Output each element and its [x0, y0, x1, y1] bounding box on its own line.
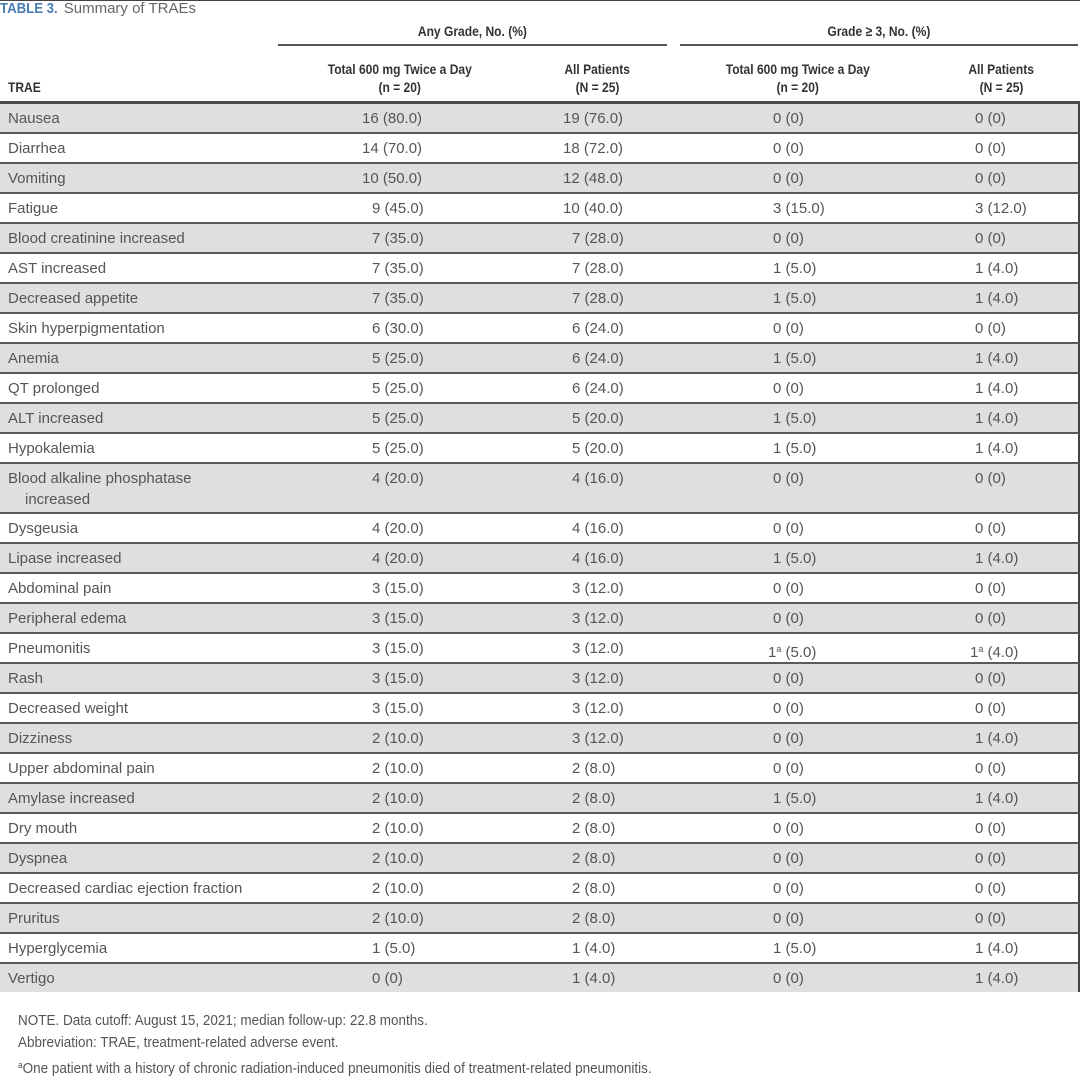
trae-name: Amylase increased [8, 790, 135, 807]
any-600-value: 1 (5.0) [372, 940, 416, 957]
table-row [0, 664, 1080, 694]
trae-name: Hypokalemia [8, 440, 95, 457]
header-col-g3-all: All Patients (N = 25) [968, 61, 1034, 95]
table-row [0, 164, 1080, 194]
table-row [0, 374, 1080, 404]
table-row [0, 964, 1080, 992]
g3-600-value: 0 (0) [773, 700, 804, 717]
any-all-value: 3 (12.0) [572, 610, 624, 627]
table-row [0, 934, 1080, 964]
any-all-value: 7 (28.0) [572, 260, 624, 277]
trae-name: Pruritus [8, 910, 60, 927]
header-group-grade3: Grade ≥ 3, No. (%) [827, 23, 931, 39]
g3-600-value: 1 (5.0) [773, 440, 817, 457]
table-row [0, 404, 1080, 434]
g3-600-value: 0 (0) [773, 380, 804, 397]
g3-600-value: 0 (0) [773, 520, 804, 537]
table-row [0, 904, 1080, 934]
trae-name: Hyperglycemia [8, 940, 108, 957]
any-600-value: 9 (45.0) [372, 200, 424, 217]
trae-name: Rash [8, 670, 44, 687]
g3-600-value: 1 (5.0) [773, 350, 817, 367]
g3-all-value: 1 (4.0) [975, 970, 1019, 987]
any-all-value: 3 (12.0) [572, 640, 624, 657]
footnote-marker: a [18, 1060, 23, 1070]
trae-name: Abdominal pain [8, 580, 112, 597]
g3-600-value: 0 (0) [773, 580, 804, 597]
any-all-value: 19 (76.0) [563, 110, 624, 127]
any-600-value: 10 (50.0) [362, 170, 423, 187]
g3-all-value: 1 (4.0) [975, 790, 1019, 807]
any-600-value: 3 (15.0) [372, 580, 424, 597]
g3-all-value: 1 (4.0) [975, 260, 1019, 277]
any-600-value: 7 (35.0) [372, 260, 424, 277]
table-caption [0, 0, 196, 18]
g3-all-value: 0 (0) [975, 850, 1006, 867]
any-600-value: 5 (25.0) [372, 350, 424, 367]
g3-600-value: 1 (5.0) [773, 260, 817, 277]
trae-name: Pneumonitis [8, 640, 91, 657]
table-row [0, 224, 1080, 254]
trae-name-continuation: increased [25, 491, 91, 508]
g3-all-value: 1 (4.0) [975, 550, 1019, 567]
any-all-value: 10 (40.0) [563, 200, 624, 217]
table-row [0, 754, 1080, 784]
g3-all-value: 0 (0) [975, 880, 1006, 897]
g3-600-value: 1$^a$ (5.0) [768, 644, 817, 661]
any-all-value: 2 (8.0) [572, 790, 616, 807]
g3-all-value: 0 (0) [975, 910, 1006, 927]
any-all-value: 18 (72.0) [563, 140, 624, 157]
g3-all-value: 0 (0) [975, 520, 1006, 537]
note-data-cutoff: NOTE. Data cutoff: August 15, 2021; median follow-up: 22.8 months. [18, 1013, 428, 1029]
g3-600-value: 0 (0) [773, 610, 804, 627]
g3-600-value: 0 (0) [773, 670, 804, 687]
any-600-value: 0 (0) [372, 970, 403, 987]
table-title: Summary of TRAEs [63, 0, 196, 17]
g3-all-value: 0 (0) [975, 820, 1006, 837]
any-all-value: 4 (16.0) [572, 520, 624, 537]
table-notes [18, 1010, 699, 1080]
table-row [0, 694, 1080, 724]
trae-name: Diarrhea [8, 140, 66, 157]
any-600-value: 2 (10.0) [372, 850, 424, 867]
any-600-value: 3 (15.0) [372, 640, 424, 657]
table-row [0, 604, 1080, 634]
table-row [0, 874, 1080, 904]
g3-600-value: 0 (0) [773, 230, 804, 247]
table-row [0, 134, 1080, 164]
trae-name: Skin hyperpigmentation [8, 320, 165, 337]
header-group-any-grade: Any Grade, No. (%) [417, 23, 528, 39]
any-600-value: 14 (70.0) [362, 140, 423, 157]
any-all-value: 6 (24.0) [572, 380, 624, 397]
any-600-value: 4 (20.0) [372, 470, 424, 487]
table-row [0, 194, 1080, 224]
trae-name: Blood creatinine increased [8, 230, 185, 247]
g3-all-value: 0 (0) [975, 230, 1006, 247]
g3-600-value: 0 (0) [773, 760, 804, 777]
g3-600-value: 0 (0) [773, 910, 804, 927]
g3-all-value: 0 (0) [975, 700, 1006, 717]
g3-600-value: 1 (5.0) [773, 790, 817, 807]
trae-name: Lipase increased [8, 550, 122, 567]
table-row [0, 724, 1080, 754]
any-600-value: 2 (10.0) [372, 910, 424, 927]
any-600-value: 2 (10.0) [372, 820, 424, 837]
trae-name: Anemia [8, 350, 59, 367]
any-all-value: 1 (4.0) [572, 940, 616, 957]
footnote-marker: a [978, 644, 984, 654]
g3-600-value: 0 (0) [773, 880, 804, 897]
any-600-value: 2 (10.0) [372, 730, 424, 747]
any-600-value: 5 (25.0) [372, 410, 424, 427]
trae-name: Dysgeusia [8, 520, 79, 537]
g3-all-value: 1 (4.0) [975, 440, 1019, 457]
g3-600-value: 1 (5.0) [773, 940, 817, 957]
g3-all-value: 1 (4.0) [975, 410, 1019, 427]
any-all-value: 2 (8.0) [572, 760, 616, 777]
g3-600-value: 1 (5.0) [773, 410, 817, 427]
any-all-value: 6 (24.0) [572, 350, 624, 367]
any-all-value: 2 (8.0) [572, 820, 616, 837]
table-row [0, 254, 1080, 284]
any-all-value: 7 (28.0) [572, 290, 624, 307]
trae-name: AST increased [8, 260, 107, 277]
any-all-value: 4 (16.0) [572, 470, 624, 487]
table-row [0, 634, 1080, 664]
g3-all-value: 0 (0) [975, 320, 1006, 337]
any-all-value: 2 (8.0) [572, 910, 616, 927]
g3-all-value: 1 (4.0) [975, 350, 1019, 367]
g3-600-value: 0 (0) [773, 110, 804, 127]
g3-all-value: 0 (0) [975, 110, 1006, 127]
table-row [0, 544, 1080, 574]
any-600-value: 7 (35.0) [372, 230, 424, 247]
header-trae: TRAE [8, 79, 41, 95]
any-all-value: 1 (4.0) [572, 970, 616, 987]
any-600-value: 3 (15.0) [372, 610, 424, 627]
g3-600-value: 0 (0) [773, 850, 804, 867]
note-footnote: $^a$One patient with a history of chronic radiation-induced pneumonitis died of treatment-related pneumonitis. [18, 1060, 652, 1077]
any-all-value: 3 (12.0) [572, 700, 624, 717]
any-600-value: 3 (15.0) [372, 700, 424, 717]
g3-all-value: 3 (12.0) [975, 200, 1027, 217]
table-row [0, 574, 1080, 604]
any-all-value: 3 (12.0) [572, 580, 624, 597]
trae-name: Dry mouth [8, 820, 78, 837]
g3-all-value: 1 (4.0) [975, 730, 1019, 747]
any-600-value: 7 (35.0) [372, 290, 424, 307]
table-number: TABLE 3. [0, 0, 58, 17]
g3-all-value: 1 (4.0) [975, 290, 1019, 307]
g3-600-value: 0 (0) [773, 970, 804, 987]
trae-name: Decreased appetite [8, 290, 139, 307]
g3-600-value: 0 (0) [773, 820, 804, 837]
footnote-marker: a [776, 644, 782, 654]
any-600-value: 16 (80.0) [362, 110, 423, 127]
header-col-g3-600: Total 600 mg Twice a Day (n = 20) [725, 61, 871, 95]
g3-600-value: 0 (0) [773, 470, 804, 487]
g3-all-value: 0 (0) [975, 760, 1006, 777]
any-all-value: 4 (16.0) [572, 550, 624, 567]
any-all-value: 5 (20.0) [572, 440, 624, 457]
g3-600-value: 0 (0) [773, 730, 804, 747]
table-row [0, 844, 1080, 874]
g3-600-value: 0 (0) [773, 320, 804, 337]
header-col-any-all: All Patients (N = 25) [564, 61, 630, 95]
any-600-value: 6 (30.0) [372, 320, 424, 337]
g3-600-value: 3 (15.0) [773, 200, 825, 217]
g3-600-value: 0 (0) [773, 140, 804, 157]
any-all-value: 2 (8.0) [572, 880, 616, 897]
any-all-value: 2 (8.0) [572, 850, 616, 867]
span-rule-grade3 [680, 44, 1078, 46]
g3-all-value: 1 (4.0) [975, 940, 1019, 957]
trae-name: Peripheral edema [8, 610, 127, 627]
table-row [0, 434, 1080, 464]
table-row [0, 344, 1080, 374]
any-all-value: 12 (48.0) [563, 170, 624, 187]
trae-name: Dyspnea [8, 850, 68, 867]
trae-name: QT prolonged [8, 380, 100, 397]
any-600-value: 4 (20.0) [372, 550, 424, 567]
table-body [0, 104, 1080, 992]
header-col-any-600: Total 600 mg Twice a Day (n = 20) [327, 61, 473, 95]
any-all-value: 3 (12.0) [572, 670, 624, 687]
any-600-value: 2 (10.0) [372, 760, 424, 777]
table-row [0, 814, 1080, 844]
table-row [0, 104, 1080, 134]
note-abbreviation: Abbreviation: TRAE, treatment-related adverse event. [18, 1035, 339, 1051]
trae-name: Nausea [8, 110, 60, 127]
any-600-value: 2 (10.0) [372, 790, 424, 807]
any-600-value: 4 (20.0) [372, 520, 424, 537]
g3-all-value: 1$^a$ (4.0) [970, 644, 1019, 661]
g3-all-value: 0 (0) [975, 140, 1006, 157]
table-row [0, 284, 1080, 314]
any-all-value: 7 (28.0) [572, 230, 624, 247]
trae-name: Decreased weight [8, 700, 129, 717]
span-rule-any-grade [278, 44, 667, 46]
any-all-value: 6 (24.0) [572, 320, 624, 337]
trae-name: Vertigo [8, 970, 55, 987]
trae-name: Blood alkaline phosphatase increased [8, 470, 192, 508]
any-all-value: 3 (12.0) [572, 730, 624, 747]
trae-name: Dizziness [8, 730, 73, 747]
trae-name: Upper abdominal pain [8, 760, 155, 777]
trae-name: Decreased cardiac ejection fraction [8, 880, 243, 897]
any-all-value: 5 (20.0) [572, 410, 624, 427]
g3-all-value: 0 (0) [975, 470, 1006, 487]
any-600-value: 5 (25.0) [372, 440, 424, 457]
table-row [0, 314, 1080, 344]
g3-all-value: 0 (0) [975, 170, 1006, 187]
table-row [0, 464, 1080, 514]
g3-all-value: 0 (0) [975, 610, 1006, 627]
trae-name: ALT increased [8, 410, 104, 427]
g3-600-value: 1 (5.0) [773, 550, 817, 567]
g3-all-value: 1 (4.0) [975, 380, 1019, 397]
any-600-value: 3 (15.0) [372, 670, 424, 687]
g3-600-value: 0 (0) [773, 170, 804, 187]
trae-name: Vomiting [8, 170, 66, 187]
table-row [0, 784, 1080, 814]
trae-name: Fatigue [8, 200, 59, 217]
any-600-value: 5 (25.0) [372, 380, 424, 397]
g3-600-value: 1 (5.0) [773, 290, 817, 307]
g3-all-value: 0 (0) [975, 670, 1006, 687]
any-600-value: 2 (10.0) [372, 880, 424, 897]
table-row [0, 514, 1080, 544]
g3-all-value: 0 (0) [975, 580, 1006, 597]
